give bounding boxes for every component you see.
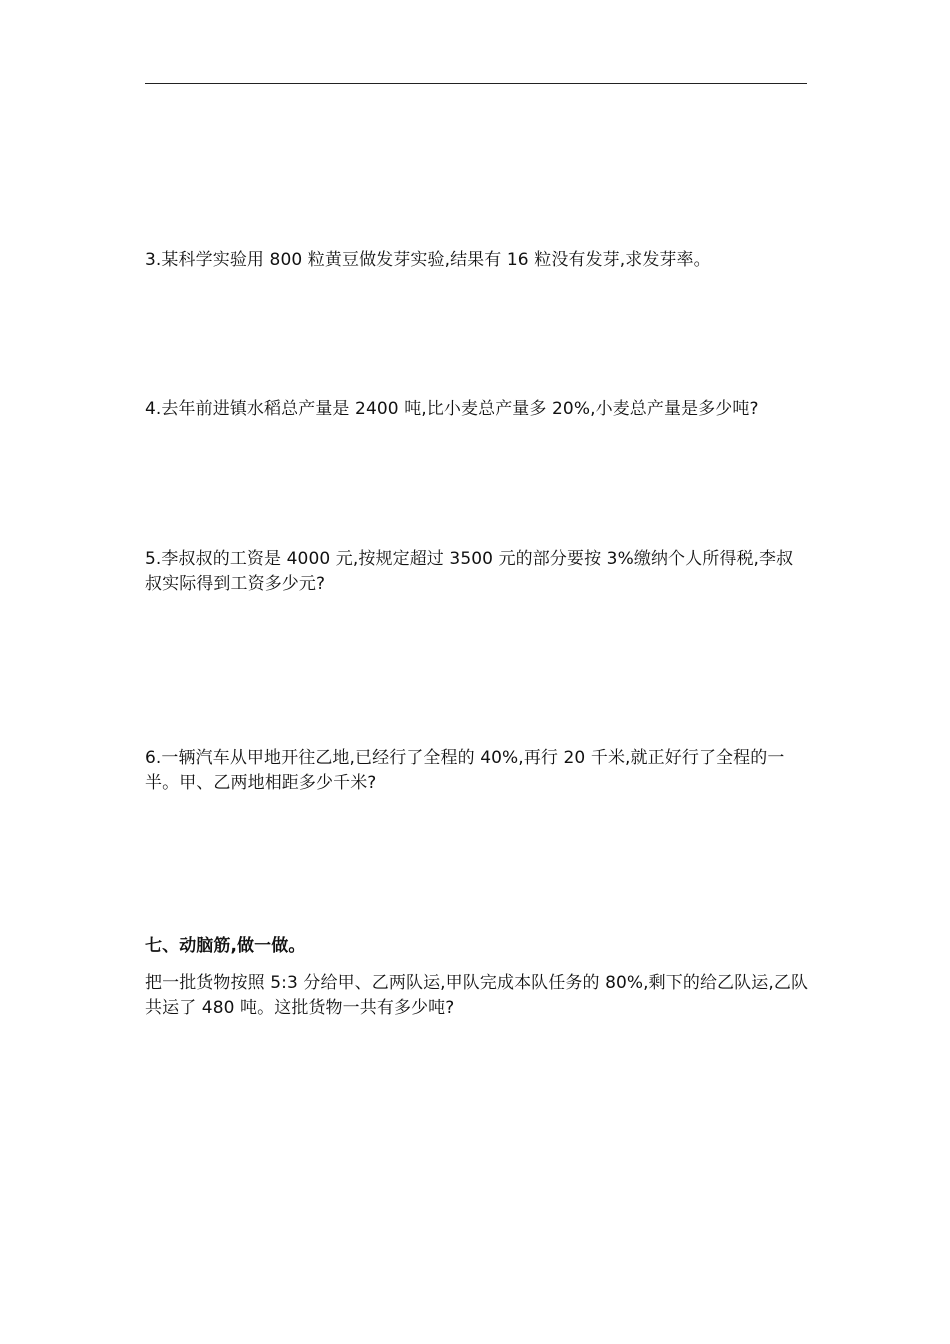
question-6: 6.一辆汽车从甲地开往乙地,已经行了全程的 40%,再行 20 千米,就正好行了全程的一半。甲、乙两地相距多少千米? [145,748,785,793]
header-rule [145,83,807,84]
section-7-problem: 把一批货物按照 5:3 分给甲、乙两队运,甲队完成本队任务的 80%,剩下的给乙队运,乙队共运了 480 吨。这批货物一共有多少吨? [145,973,809,1018]
section-7-title: 七、动脑筋,做一做。 [145,936,306,956]
question-4: 4.去年前进镇水稻总产量是 2400 吨,比小麦总产量多 20%,小麦总产量是多少吨? [145,399,759,419]
question-3: 3.某科学实验用 800 粒黄豆做发芽实验,结果有 16 粒没有发芽,求发芽率。 [145,250,711,270]
question-5: 5.李叔叔的工资是 4000 元,按规定超过 3500 元的部分要按 3%缴纳个人所得税,李叔叔实际得到工资多少元? [145,549,794,594]
